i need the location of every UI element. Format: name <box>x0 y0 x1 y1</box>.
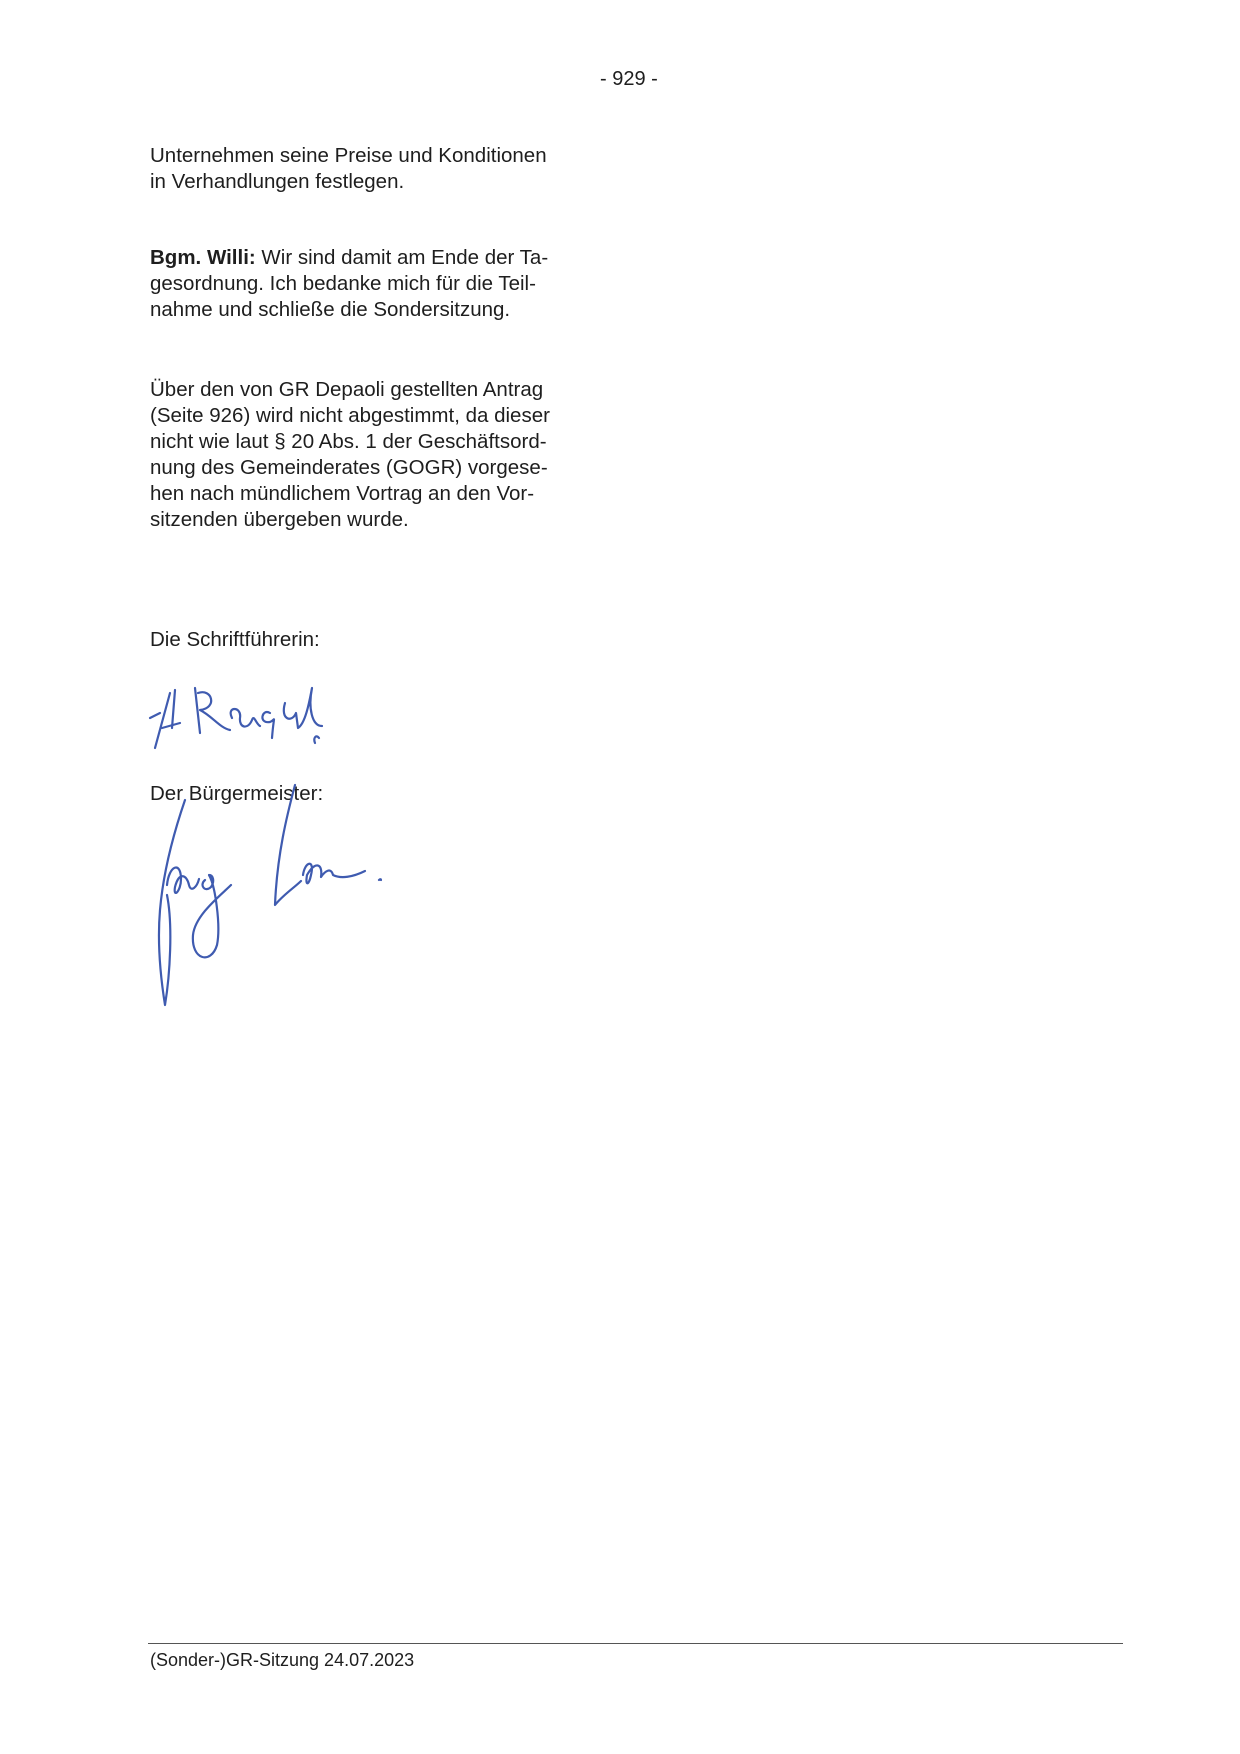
signature-stroke <box>314 736 319 743</box>
text-line <box>150 245 620 271</box>
statement-text: Wir sind damit am Ende der Ta- <box>255 246 549 269</box>
signature-stroke <box>150 713 160 718</box>
clerk-signature <box>140 668 390 768</box>
text-line: nicht wie laut § 20 Abs. 1 der Geschäftsord- <box>150 430 547 453</box>
signature-stroke <box>275 785 301 905</box>
text-line: gesordnung. Ich bedanke mich für die Teil- <box>150 272 536 295</box>
closing-paragraph <box>150 143 620 195</box>
signature-stroke <box>303 864 365 884</box>
signature-stroke <box>262 712 274 738</box>
signature-stroke <box>167 868 199 893</box>
signature-stroke <box>155 693 170 748</box>
signature-stroke <box>231 709 260 727</box>
footer-text: (Sonder-)GR-Sitzung 24.07.2023 <box>150 1650 415 1670</box>
mayor-statement <box>150 245 620 323</box>
text-line: Unternehmen seine Preise und Konditionen <box>150 144 547 167</box>
signature-stroke <box>379 879 381 880</box>
text-line: sitzenden übergeben wurde. <box>150 508 409 531</box>
text-line: in Verhandlungen festlegen. <box>150 170 405 193</box>
signature-stroke <box>195 688 230 733</box>
footer-rule <box>148 1643 1123 1644</box>
text-line: nahme und schließe die Sondersitzung. <box>150 298 511 321</box>
clerk-label: Die Schriftführerin: <box>150 628 320 651</box>
speaker-label: Bgm. Willi: <box>150 246 256 269</box>
signature-stroke <box>193 875 231 957</box>
text-line: Über den von GR Depaoli gestellten Antrag <box>150 378 544 401</box>
motion-note <box>150 377 620 533</box>
signature-stroke <box>172 690 175 728</box>
mayor-signature <box>155 775 435 1015</box>
text-line: nung des Gemeinderates (GOGR) vorgese- <box>150 456 548 479</box>
page-number: - 929 - <box>600 68 658 90</box>
text-line: (Seite 926) wird nicht abgestimmt, da dieser <box>150 404 550 427</box>
signature-stroke <box>284 688 322 728</box>
signature-stroke <box>159 800 185 1005</box>
text-line: hen nach mündlichem Vortrag an den Vor- <box>150 482 535 505</box>
mayor-label: Der Bürgermeister: <box>150 782 324 805</box>
